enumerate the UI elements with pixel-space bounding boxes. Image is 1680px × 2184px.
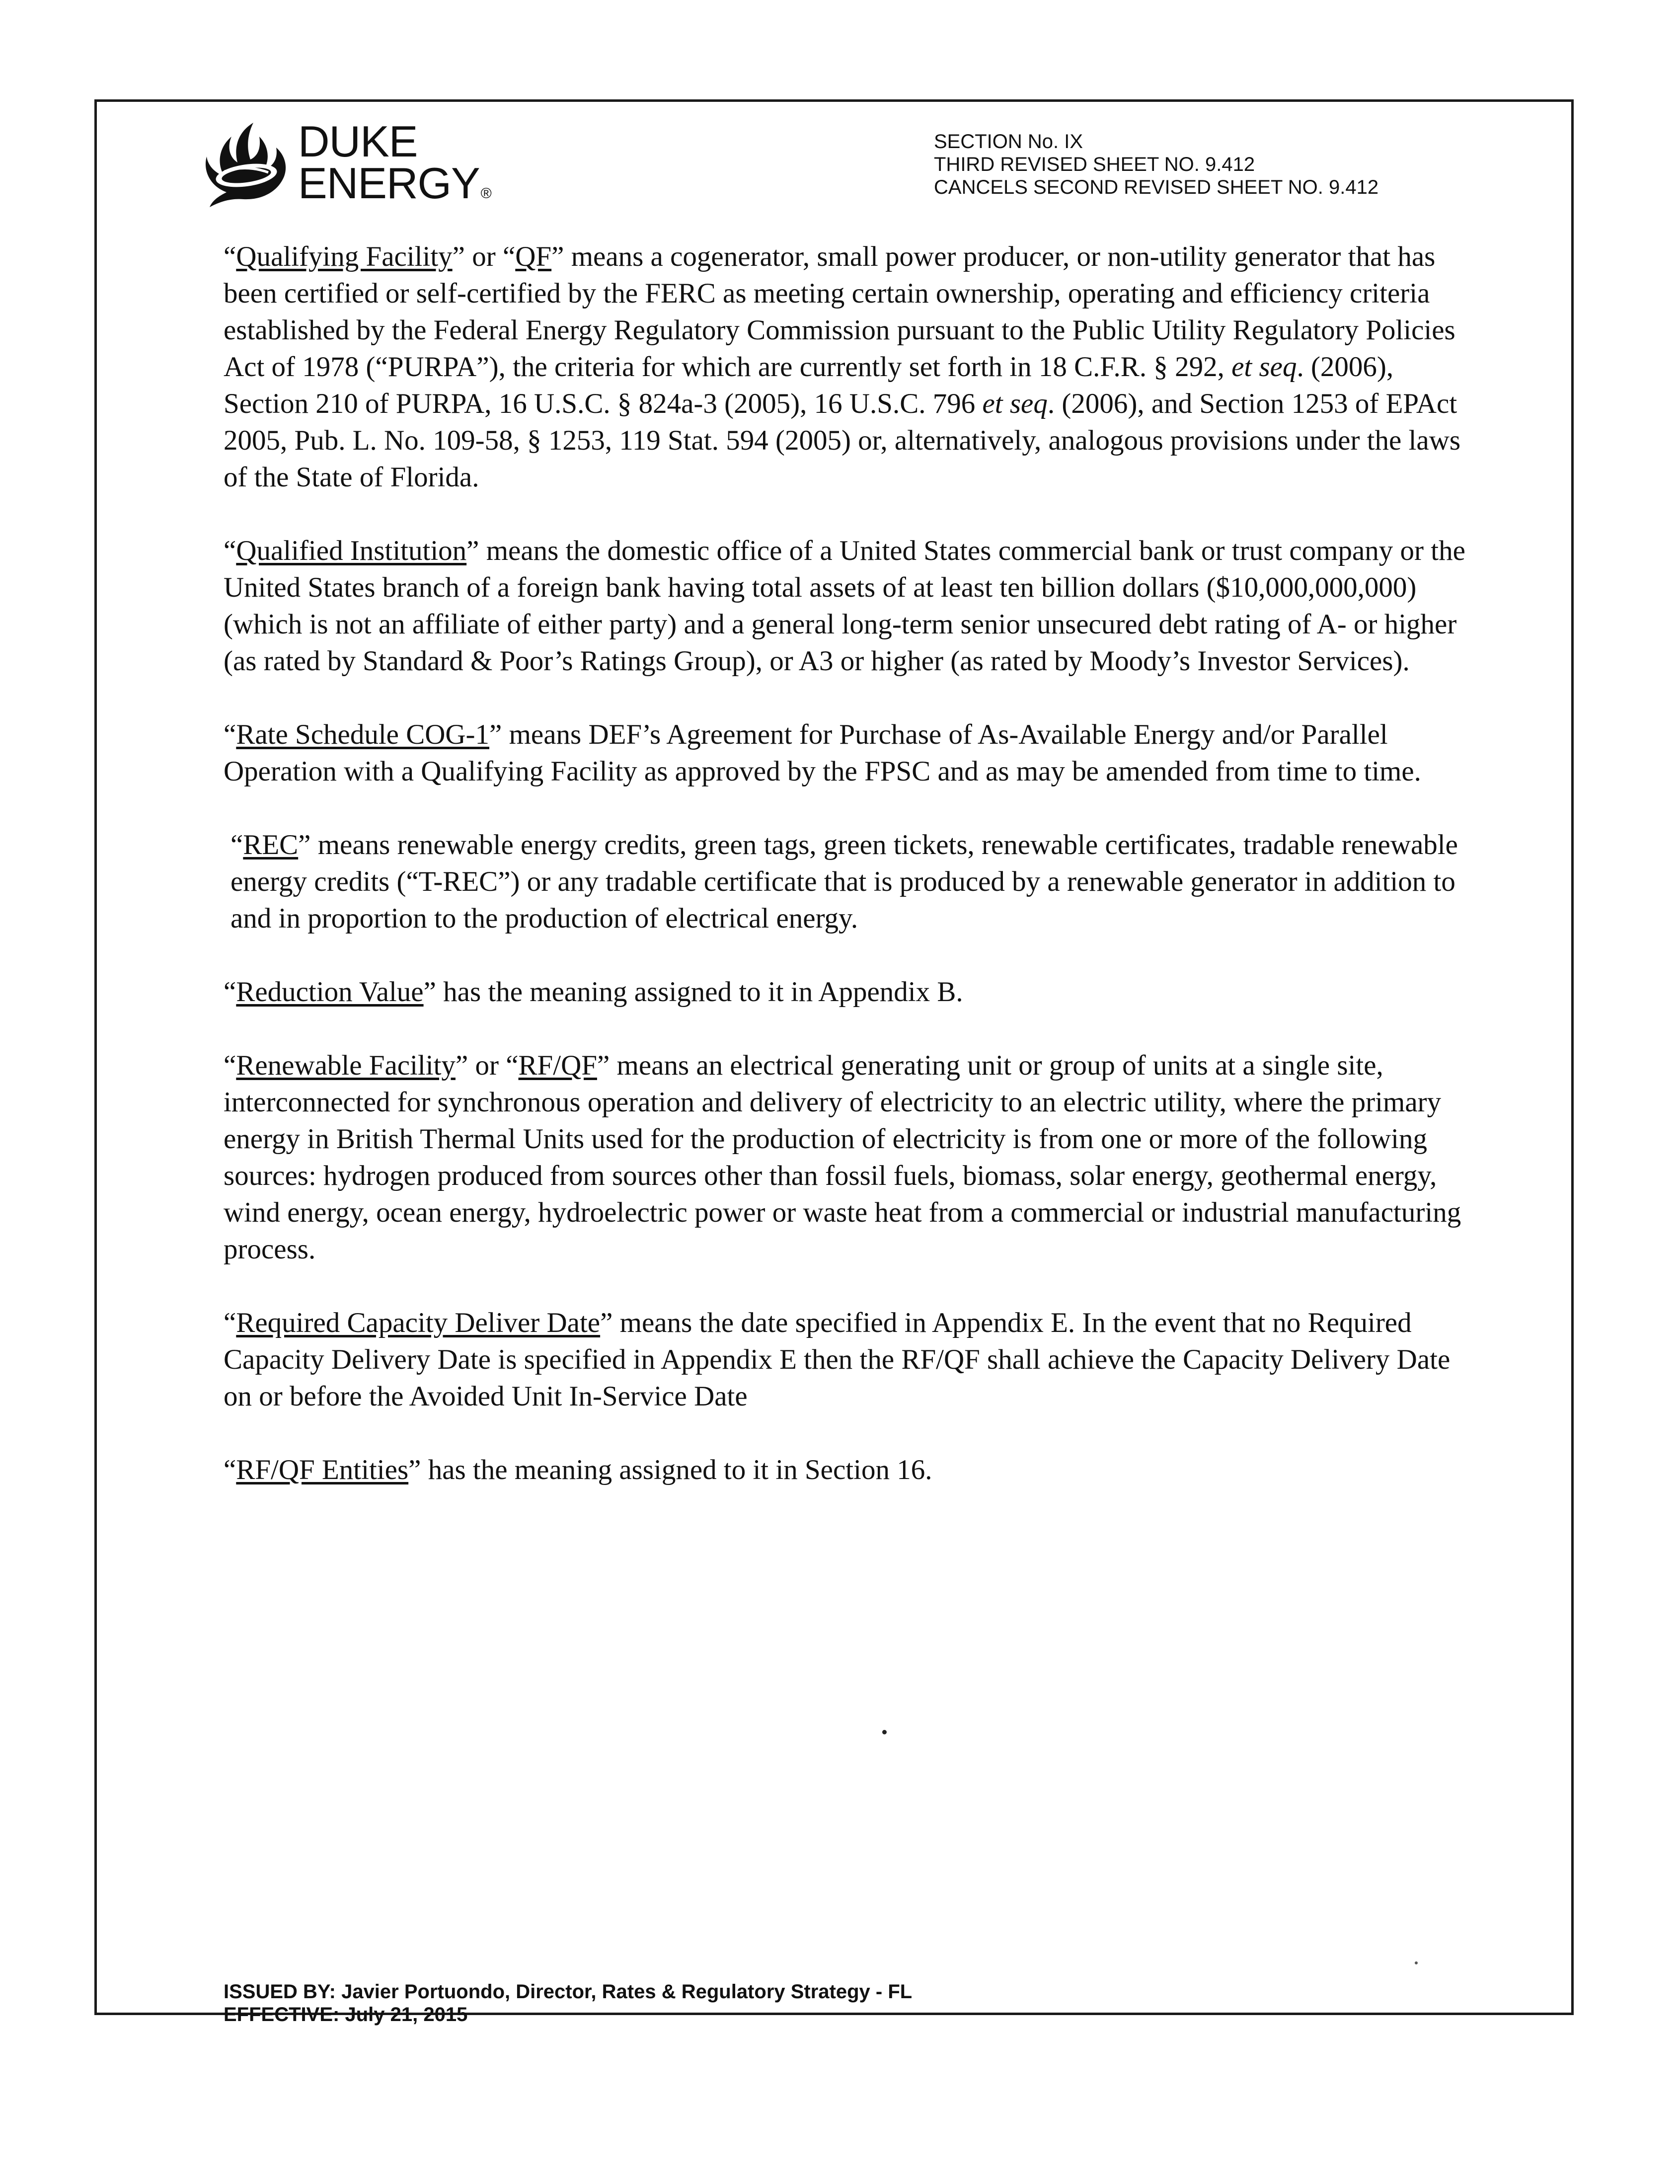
- definition-rate-schedule-cog-1: [224, 716, 1470, 790]
- quote-or-quote: ” or “: [452, 241, 516, 272]
- sheet-header: [934, 130, 1378, 199]
- definition-renewable-facility: [224, 1047, 1470, 1268]
- sheet-cancels: CANCELS SECOND REVISED SHEET NO. 9.412: [934, 176, 1379, 198]
- open-quote: “: [230, 829, 243, 860]
- definition-qualified-institution: [224, 533, 1470, 680]
- scan-speck: [1415, 1961, 1418, 1964]
- open-quote: “: [224, 1307, 236, 1338]
- registered-mark: ®: [480, 185, 491, 202]
- et-seq-italic: et seq: [1231, 351, 1297, 383]
- quote-or-quote: ” or “: [455, 1050, 519, 1081]
- logo-wordmark: [298, 117, 491, 215]
- definition-rf-qf-entities: [224, 1452, 1470, 1488]
- definition-text: ” means DEF’s Agreement for Purchase of As-Available Energy and/or Parallel Operation with a Qualifying Facility as approved by the FPSC and as may be amended from time to time.: [224, 719, 1421, 787]
- term-qf: QF: [515, 241, 552, 272]
- definition-text: ” means the date specified in Appendix E. In the event that no Required Capacity Delivery Date is specified in Appendix E then the RF/QF shall achieve the Capacity Delivery Date on or before the Avoided Unit In-Service Date: [224, 1307, 1451, 1412]
- logo-line-duke: DUKE: [298, 117, 418, 166]
- definition-text: ” means the domestic office of a United States commercial bank or trust company or the United States branch of a foreign bank having total assets of at least ten billion dollars ($10,000,000,000) (which is not an affiliate of either party) and a general long-term senior unsecured debt rating of A- or higher (as rated by Standard & Poor’s Ratings Group), or A3 or higher (as rated by Moody’s Investor Services).: [224, 535, 1465, 677]
- sheet-footer: [224, 1980, 912, 2026]
- term-qualified-institution: Qualified Institution: [236, 535, 467, 566]
- sheet-revision: THIRD REVISED SHEET NO. 9.412: [934, 154, 1255, 175]
- term-qualifying-facility: Qualifying Facility: [236, 241, 453, 272]
- definition-text: ” means an electrical generating unit or group of units at a single site, interconnected for synchronous operation and delivery of electricity to an electric utility, where the primary energy in British Thermal Units used for the production of electricity is from one or more of the following sources: hydrogen produced from sources other than fossil fuels, biomass, solar energy, geothermal energy, wind energy, ocean energy, hydroelectric power or waste heat from a commercial or industrial manufacturing process.: [224, 1050, 1461, 1265]
- open-quote: “: [224, 719, 236, 750]
- definition-text: . (2006), Section 210 of PURPA, 16 U.S.C. § 824a-3 (2005), 16 U.S.C. 796: [224, 351, 1394, 419]
- open-quote: “: [224, 1454, 236, 1485]
- term-rate-schedule-cog-1: Rate Schedule COG-1: [236, 719, 490, 750]
- issued-by: ISSUED BY: Javier Portuondo, Director, Rates & Regulatory Strategy - FL: [224, 1981, 913, 2003]
- definition-text: ” means a cogenerator, small power producer, or non-utility generator that has been certified or self-certified by the FERC as meeting certain ownership, operating and efficiency criteria established by the Federal Energy Regulatory Commission pursuant to the Public Utility Regulatory Policies Act of 1978 (“PURPA”), the criteria for which are currently set forth in 18 C.F.R. § 292,: [224, 241, 1455, 383]
- term-rf-qf: RF/QF: [518, 1050, 597, 1081]
- scan-speck: [882, 1730, 887, 1734]
- open-quote: “: [224, 976, 236, 1008]
- definition-text: ” has the meaning assigned to it in Section 16.: [408, 1454, 932, 1485]
- definition-required-capacity-deliver-date: [224, 1305, 1470, 1415]
- open-quote: “: [224, 1050, 236, 1081]
- definition-qualifying-facility: [224, 238, 1470, 496]
- open-quote: “: [224, 241, 236, 272]
- et-seq-italic: et seq: [982, 388, 1048, 419]
- term-rec: REC: [243, 829, 299, 860]
- open-quote: “: [224, 535, 236, 566]
- definition-text: . (2006), and Section 1253 of EPAct 2005, Pub. L. No. 109-58, § 1253, 119 Stat. 594 (2005) or, alternatively, analogous provisions under the laws of the State of Florida.: [224, 388, 1461, 493]
- term-renewable-facility: Renewable Facility: [236, 1050, 456, 1081]
- definition-rec: [224, 827, 1470, 937]
- definition-text: ” has the meaning assigned to it in Appendix B.: [423, 976, 963, 1008]
- section-number: SECTION No. IX: [934, 131, 1083, 153]
- term-required-capacity-deliver-date: Required Capacity Deliver Date: [236, 1307, 601, 1338]
- logo-line-energy: ENERGY: [298, 158, 480, 208]
- definition-reduction-value: [224, 974, 1470, 1011]
- duke-energy-logo: [199, 117, 491, 211]
- effective-date: EFFECTIVE: July 21, 2015: [224, 2004, 468, 2026]
- definitions-body: [224, 238, 1470, 1525]
- term-rf-qf-entities: RF/QF Entities: [236, 1454, 409, 1485]
- term-reduction-value: Reduction Value: [236, 976, 424, 1008]
- definition-text: ” means renewable energy credits, green tags, green tickets, renewable certificates, tradable renewable energy credits (“T-REC”) or any tradable certificate that is produced by a renewable generator in addition to and in proportion to the production of electrical energy.: [230, 829, 1458, 934]
- duke-energy-flame-icon: [199, 117, 293, 211]
